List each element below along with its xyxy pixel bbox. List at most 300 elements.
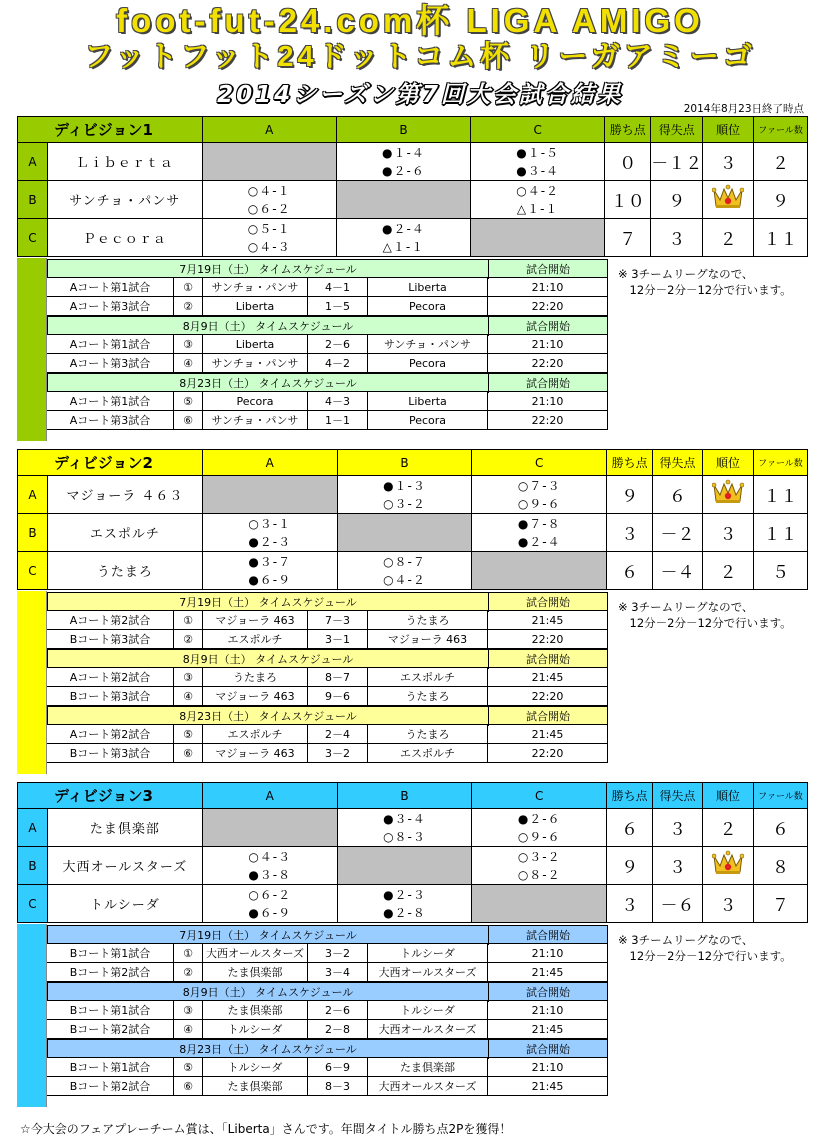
team-name: うたまろ — [47, 552, 202, 590]
match-row — [47, 963, 608, 982]
note-line: ※ 3チームリーグなので、 — [618, 600, 754, 614]
kickoff-time: 21:45 — [487, 1020, 608, 1039]
foul-count: ７ — [753, 885, 807, 923]
start-time-header: 試合開始 — [488, 926, 607, 945]
court: Aコート第2試合 — [69, 728, 151, 741]
kickoff-time: 22:20 — [487, 687, 608, 706]
home-team: トルシーダ — [202, 1058, 307, 1077]
match-result: ○５-１ — [202, 219, 336, 238]
start-time-header: 試合開始 — [488, 260, 607, 279]
foul-count: ５ — [753, 552, 807, 590]
foul-count: １１ — [753, 514, 807, 552]
match-result: ●１-４ — [336, 143, 470, 162]
kickoff-time: 22:20 — [487, 744, 608, 763]
match-number: ⑥ — [173, 1077, 202, 1096]
stat-header: 得失点 — [651, 117, 703, 143]
match-row — [47, 630, 608, 649]
schedule-sidebar — [17, 591, 47, 774]
schedule-day-header — [47, 1039, 608, 1058]
stat-header: 勝ち点 — [607, 450, 653, 476]
match-result: ●１-３ — [337, 476, 472, 495]
note-line: 12分－2分－12分で行います。 — [618, 949, 792, 963]
column-header-a: A — [202, 117, 336, 143]
team-name: 大西オールスターズ — [47, 847, 202, 885]
match-result: ○３-１ — [202, 514, 337, 533]
division-1 — [17, 116, 808, 441]
away-team: たま倶楽部 — [367, 1058, 487, 1077]
team-points: ７ — [605, 219, 651, 257]
match-number: ② — [173, 630, 202, 649]
match-number: ② — [173, 963, 202, 982]
home-team: エスポルチ — [202, 630, 307, 649]
kickoff-time: 22:20 — [487, 411, 608, 430]
match-score: 4－1 — [307, 278, 367, 297]
team-row-letter: B — [18, 514, 48, 552]
team-points: ６ — [607, 552, 653, 590]
self-match-cell — [202, 476, 337, 514]
team-row-letter: A — [18, 143, 48, 181]
stat-header: ファール数 — [753, 783, 807, 809]
schedule-day-header — [47, 316, 608, 335]
match-result: ○８-３ — [337, 828, 472, 847]
goal-difference: ３ — [653, 847, 703, 885]
schedule-title: 8月9日（土） タイムスケジュール — [182, 320, 354, 333]
match-number: ① — [173, 278, 202, 297]
column-header-a: A — [202, 450, 337, 476]
kickoff-time: 21:10 — [487, 335, 608, 354]
stat-header: 順位 — [703, 117, 754, 143]
home-team: マジョーラ 463 — [202, 611, 307, 630]
court: Bコート第1試合 — [69, 1004, 151, 1017]
match-row — [47, 335, 608, 354]
standings-table — [17, 449, 808, 590]
court: Bコート第3試合 — [69, 747, 151, 760]
court: Bコート第3試合 — [69, 690, 151, 703]
match-score: 3－2 — [307, 744, 367, 763]
team-rank: ２ — [703, 552, 754, 590]
kickoff-time: 21:10 — [487, 392, 608, 411]
team-points: １０ — [605, 181, 651, 219]
match-score: 3－4 — [307, 963, 367, 982]
column-header-a: A — [202, 783, 337, 809]
title-japanese: フットフット24ドットコム杯 リーガアミーゴ — [84, 41, 756, 73]
match-row — [47, 1020, 608, 1039]
court: Aコート第1試合 — [69, 395, 151, 408]
court: Bコート第3試合 — [69, 633, 151, 646]
match-result: ○７-３ — [472, 476, 607, 495]
away-team: エスポルチ — [367, 744, 487, 763]
match-row — [47, 744, 608, 763]
self-match-cell — [202, 143, 336, 181]
foul-count: １１ — [753, 476, 807, 514]
match-score: 9－6 — [307, 687, 367, 706]
match-number: ④ — [173, 354, 202, 373]
court: Bコート第1試合 — [69, 1061, 151, 1074]
match-result: ○４-２ — [337, 571, 472, 590]
schedule-day-header — [47, 982, 608, 1001]
schedule-day-header — [47, 925, 608, 944]
court: Aコート第1試合 — [69, 338, 151, 351]
match-result: ●３-８ — [202, 866, 337, 885]
away-team: 大西オールスターズ — [367, 963, 487, 982]
stat-header: ファール数 — [753, 450, 807, 476]
column-header-b: B — [337, 783, 472, 809]
match-number: ④ — [173, 1020, 202, 1039]
division-3 — [17, 782, 808, 1107]
team-row-letter: C — [18, 885, 48, 923]
title-english: foot-fut-24.com杯 LIGA AMIGO — [116, 2, 704, 39]
schedule-section — [17, 591, 808, 774]
team-row-letter: C — [18, 552, 48, 590]
goal-difference: ６ — [653, 476, 703, 514]
team-rank: ３ — [703, 514, 754, 552]
away-team: Liberta — [367, 278, 487, 297]
away-team: エスポルチ — [367, 668, 487, 687]
court: Bコート第1試合 — [69, 947, 151, 960]
start-time-header: 試合開始 — [488, 983, 607, 1002]
match-number: ⑤ — [173, 392, 202, 411]
schedule-title: 7月19日（土） タイムスケジュール — [179, 929, 357, 942]
match-result: ○８-２ — [472, 866, 607, 885]
foul-count: ８ — [753, 847, 807, 885]
match-row — [47, 354, 608, 373]
match-score: 3－1 — [307, 630, 367, 649]
team-rank: ２ — [703, 219, 754, 257]
schedule-day-header — [47, 649, 608, 668]
match-result: ○６-２ — [202, 200, 336, 219]
self-match-cell — [472, 885, 607, 923]
division-name: ディビジョン1 — [18, 117, 203, 143]
match-score: 6－9 — [307, 1058, 367, 1077]
home-team: トルシーダ — [202, 1020, 307, 1039]
match-result: ○３-２ — [472, 847, 607, 866]
away-team: うたまろ — [367, 611, 487, 630]
match-score: 8－7 — [307, 668, 367, 687]
match-row — [47, 687, 608, 706]
away-team: サンチョ・パンサ — [367, 335, 487, 354]
team-name: マジョーラ ４６３ — [47, 476, 202, 514]
schedule-sidebar — [17, 924, 47, 1107]
home-team: 大西オールスターズ — [202, 944, 307, 963]
kickoff-time: 21:45 — [487, 668, 608, 687]
schedule-note — [618, 599, 792, 631]
column-header-b: B — [337, 450, 472, 476]
start-time-header: 試合開始 — [488, 707, 607, 726]
court: Aコート第3試合 — [69, 357, 151, 370]
start-time-header: 試合開始 — [488, 317, 607, 336]
note-line: ※ 3チームリーグなので、 — [618, 933, 754, 947]
away-team: Pecora — [367, 411, 487, 430]
match-result: ○４-１ — [202, 181, 336, 200]
team-name: エスポルチ — [47, 514, 202, 552]
kickoff-time: 21:10 — [487, 278, 608, 297]
match-result: ●３-７ — [202, 552, 337, 571]
fair-play-award: ☆今大会のフェアプレーチーム賞は、「Liberta」さんです。年間タイトル勝ち点2Pを獲得！ — [20, 1122, 512, 1136]
team-name: サンチョ・パンサ — [47, 181, 202, 219]
schedule-day-header — [47, 373, 608, 392]
goal-difference: －２ — [653, 514, 703, 552]
match-result: ●７-８ — [472, 514, 607, 533]
foul-count: １１ — [754, 219, 808, 257]
match-result: ●２-４ — [472, 533, 607, 552]
court: Bコート第2試合 — [69, 1080, 151, 1093]
goal-difference: －１２ — [651, 143, 703, 181]
home-team: サンチョ・パンサ — [202, 278, 307, 297]
kickoff-time: 21:45 — [487, 725, 608, 744]
goal-difference: ３ — [653, 809, 703, 847]
self-match-cell — [202, 809, 337, 847]
stat-header: 順位 — [703, 450, 754, 476]
schedule-title: 7月19日（土） タイムスケジュール — [179, 596, 357, 609]
match-result: ○４-３ — [202, 238, 336, 257]
match-score: 2－8 — [307, 1020, 367, 1039]
team-points: ０ — [605, 143, 651, 181]
home-team: Liberta — [202, 297, 307, 316]
team-points: ９ — [607, 476, 653, 514]
kickoff-time: 21:45 — [487, 611, 608, 630]
as-of-date: 2014年8月23日終了時点 — [683, 103, 804, 115]
court: Aコート第2試合 — [69, 671, 151, 684]
team-name: Ｌｉｂｅｒｔａ — [47, 143, 202, 181]
match-result: ●２-６ — [472, 809, 607, 828]
match-score: 2－6 — [307, 1001, 367, 1020]
home-team: Pecora — [202, 392, 307, 411]
home-team: サンチョ・パンサ — [202, 411, 307, 430]
self-match-cell — [471, 219, 605, 257]
team-row-letter: C — [18, 219, 48, 257]
match-score: 1－5 — [307, 297, 367, 316]
team-points: ６ — [607, 809, 653, 847]
match-score: 1－1 — [307, 411, 367, 430]
foul-count: ９ — [754, 181, 808, 219]
division-name: ディビジョン2 — [18, 450, 203, 476]
match-result: △１-１ — [336, 238, 470, 257]
home-team: たま倶楽部 — [202, 1077, 307, 1096]
match-row — [47, 725, 608, 744]
match-score: 8－3 — [307, 1077, 367, 1096]
team-row-letter: A — [18, 809, 48, 847]
stat-header: 得失点 — [653, 783, 703, 809]
schedule-section — [17, 924, 808, 1107]
self-match-cell — [337, 514, 472, 552]
court: Bコート第2試合 — [69, 1023, 151, 1036]
schedule-note — [618, 266, 792, 298]
away-team: 大西オールスターズ — [367, 1020, 487, 1039]
home-team: うたまろ — [202, 668, 307, 687]
team-name: トルシーダ — [47, 885, 202, 923]
division-2 — [17, 449, 808, 774]
match-result: ○９-６ — [472, 828, 607, 847]
team-rank: ２ — [703, 809, 754, 847]
match-number: ③ — [173, 335, 202, 354]
kickoff-time: 21:45 — [487, 963, 608, 982]
division-name: ディビジョン3 — [18, 783, 203, 809]
schedule-sidebar — [17, 258, 47, 441]
match-score: 2－6 — [307, 335, 367, 354]
away-team: トルシーダ — [367, 944, 487, 963]
column-header-c: C — [472, 783, 607, 809]
match-row — [47, 944, 608, 963]
kickoff-time: 21:10 — [487, 1001, 608, 1020]
match-result: ○９-６ — [472, 495, 607, 514]
match-score: 4－3 — [307, 392, 367, 411]
away-team: うたまろ — [367, 725, 487, 744]
team-points: ３ — [607, 885, 653, 923]
match-row — [47, 392, 608, 411]
away-team: マジョーラ 463 — [367, 630, 487, 649]
schedule-title: 8月23日（土） タイムスケジュール — [179, 710, 357, 723]
court: Aコート第1試合 — [69, 281, 151, 294]
self-match-cell — [337, 847, 472, 885]
away-team: 大西オールスターズ — [367, 1077, 487, 1096]
team-rank — [703, 181, 754, 219]
match-number: ⑥ — [173, 744, 202, 763]
match-result: ●６-９ — [202, 571, 337, 590]
team-name: たま倶楽部 — [47, 809, 202, 847]
match-score: 7－3 — [307, 611, 367, 630]
start-time-header: 試合開始 — [488, 1040, 607, 1059]
match-result: ●２-４ — [336, 219, 470, 238]
match-row — [47, 1001, 608, 1020]
goal-difference: －６ — [653, 885, 703, 923]
kickoff-time: 22:20 — [487, 630, 608, 649]
column-header-c: C — [472, 450, 607, 476]
match-result: ○８-７ — [337, 552, 472, 571]
match-number: ⑤ — [173, 1058, 202, 1077]
note-line: 12分－2分－12分で行います。 — [618, 616, 792, 630]
match-number: ③ — [173, 668, 202, 687]
home-team: マジョーラ 463 — [202, 744, 307, 763]
start-time-header: 試合開始 — [488, 593, 607, 612]
schedule-title: 8月9日（土） タイムスケジュール — [182, 653, 354, 666]
stat-header: 順位 — [703, 783, 754, 809]
schedule-note — [618, 932, 792, 964]
column-header-b: B — [336, 117, 470, 143]
away-team: うたまろ — [367, 687, 487, 706]
match-row — [47, 297, 608, 316]
kickoff-time: 21:10 — [487, 1058, 608, 1077]
stat-header: 勝ち点 — [607, 783, 653, 809]
match-number: ⑤ — [173, 725, 202, 744]
standings-table — [17, 782, 808, 923]
match-result: ●２-３ — [337, 885, 472, 904]
crown-icon — [712, 850, 744, 881]
home-team: エスポルチ — [202, 725, 307, 744]
away-team: トルシーダ — [367, 1001, 487, 1020]
match-result: ○４-３ — [202, 847, 337, 866]
crown-icon — [712, 479, 744, 510]
match-row — [47, 278, 608, 297]
stat-header: 得失点 — [653, 450, 703, 476]
page-header — [0, 0, 828, 115]
kickoff-time: 21:45 — [487, 1077, 608, 1096]
match-result: ○３-２ — [337, 495, 472, 514]
match-row — [47, 611, 608, 630]
kickoff-time: 21:10 — [487, 944, 608, 963]
match-number: ⑥ — [173, 411, 202, 430]
self-match-cell — [336, 181, 470, 219]
home-team: たま倶楽部 — [202, 963, 307, 982]
schedule-section — [17, 258, 808, 441]
schedule-title: 8月9日（土） タイムスケジュール — [182, 986, 354, 999]
schedule-title: 8月23日（土） タイムスケジュール — [179, 377, 357, 390]
match-score: 4－2 — [307, 354, 367, 373]
home-team: マジョーラ 463 — [202, 687, 307, 706]
start-time-header: 試合開始 — [488, 374, 607, 393]
match-row — [47, 1077, 608, 1096]
home-team: たま倶楽部 — [202, 1001, 307, 1020]
match-number: ① — [173, 611, 202, 630]
match-score: 3－2 — [307, 944, 367, 963]
kickoff-time: 22:20 — [487, 354, 608, 373]
court: Aコート第3試合 — [69, 300, 151, 313]
match-result: ○４-２ — [471, 181, 605, 200]
kickoff-time: 22:20 — [487, 297, 608, 316]
note-line: ※ 3チームリーグなので、 — [618, 267, 754, 281]
match-result: △１-１ — [471, 200, 605, 219]
court: Aコート第3試合 — [69, 414, 151, 427]
start-time-header: 試合開始 — [488, 650, 607, 669]
home-team: サンチョ・パンサ — [202, 354, 307, 373]
schedule-day-header — [47, 259, 608, 278]
self-match-cell — [472, 552, 607, 590]
away-team: Pecora — [367, 297, 487, 316]
match-result: ●３-４ — [337, 809, 472, 828]
home-team: Liberta — [202, 335, 307, 354]
note-line: 12分－2分－12分で行います。 — [618, 283, 792, 297]
team-rank: ３ — [703, 885, 754, 923]
match-result: ●６-９ — [202, 904, 337, 923]
match-row — [47, 411, 608, 430]
schedule-day-header — [47, 706, 608, 725]
stat-header: ファール数 — [754, 117, 808, 143]
match-result: ●２-８ — [337, 904, 472, 923]
match-result: ●３-４ — [471, 162, 605, 181]
stat-header: 勝ち点 — [605, 117, 651, 143]
goal-difference: ９ — [651, 181, 703, 219]
standings-table — [17, 116, 808, 257]
team-points: ３ — [607, 514, 653, 552]
team-rank — [703, 476, 754, 514]
match-result: ○６-２ — [202, 885, 337, 904]
match-number: ② — [173, 297, 202, 316]
court: Bコート第2試合 — [69, 966, 151, 979]
foul-count: ６ — [753, 809, 807, 847]
match-result: ●２-６ — [336, 162, 470, 181]
away-team: Liberta — [367, 392, 487, 411]
match-number: ① — [173, 944, 202, 963]
team-rank: ３ — [703, 143, 754, 181]
match-row — [47, 668, 608, 687]
team-rank — [703, 847, 754, 885]
team-row-letter: B — [18, 181, 48, 219]
goal-difference: －４ — [653, 552, 703, 590]
match-number: ③ — [173, 1001, 202, 1020]
match-score: 2－4 — [307, 725, 367, 744]
team-row-letter: B — [18, 847, 48, 885]
column-header-c: C — [471, 117, 605, 143]
match-result: ●２-３ — [202, 533, 337, 552]
away-team: Pecora — [367, 354, 487, 373]
crown-icon — [712, 184, 744, 215]
schedule-title: 8月23日（土） タイムスケジュール — [179, 1043, 357, 1056]
court: Aコート第2試合 — [69, 614, 151, 627]
match-number: ④ — [173, 687, 202, 706]
team-name: Ｐｅｃｏｒａ — [47, 219, 202, 257]
foul-count: ２ — [754, 143, 808, 181]
match-row — [47, 1058, 608, 1077]
schedule-title: 7月19日（土） タイムスケジュール — [179, 263, 357, 276]
